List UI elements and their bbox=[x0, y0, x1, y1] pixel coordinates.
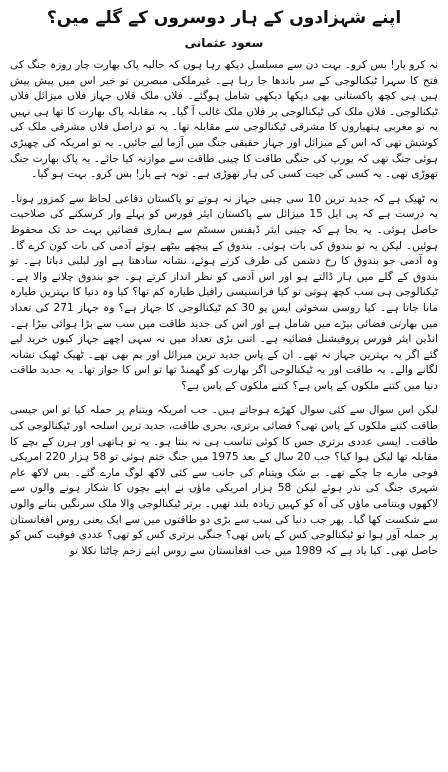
headline: اپنے شہزادوں کے ہار دوسروں کے گلے میں؟ bbox=[46, 8, 402, 28]
paragraph-2: یہ ٹھیک ہے کہ جدید ترین 10 سی چینی جہاز نہ ہوتے تو پاکستان دفاعی لحاظ سے کمزور ہوتا۔ یہ درست ہے کہ پی ایل 15 میزائل سے پاکستان ایئر فورس کو پہلے وار کرسکنے کی صلاحیت حاصل ہوئی۔ یہ بجا ہے کہ چینی ایئر ڈیفنس سسٹم سے ہماری فضائیں بہت حد تک محفوظ ہوئیں۔ لیکن یہ تو بندوق کی بات ہوئی۔ بندوق کے پیچھے بیٹھے ہوئے آدمی کی بات کون کرے گا۔ وہ آدمی جو بندوق کا رخ دشمن کی طرف کرتے ہوئے، نشانہ سادھتا ہے اور لبلبی دباتا ہے۔ تو بندوق کے گلے میں ہار ڈالتے ہو اور اس آدمی کو نظر انداز کرتے ہو۔ جو بندوق چلانے والا ہے۔ ٹیکنالوجی ہی سب کچھ ہوتی تو کیا فرانسیسی رافیل طیارہ کم تھا؟ کیا وہ دنیا کا بہترین طیارہ مانا جاتا ہے۔ کیا روسی سخوئی ایس یو 30 کم ٹیکنالوجی کا جہاز ہے؟ وہ جہاز 271 کی تعداد میں بھارتی فضائی بیڑے میں شامل ہے اور اس کی جدید طاقت میں سب سے بڑا ہوائی بیڑا ہے۔ انڈین ایئر فورس پروفیشنل فضائیہ ہے۔ اتنی بڑی تعداد میں نہ سہی اچھے جہاز کیوں خرید لیے گئے اگر یہ بہترین جہاز نہ تھے۔ ان کے پاس جدید ترین میزائل اور بم بھی تھے۔ ٹھیک ٹھیک نشانہ لگانے والے۔ یہ طاقت اور یہ ٹیکنالوجی اگر بھارت کو گھمنڈ تھا تو اس کا جواز تھا۔ یہ جدید طاقت دنیا میں کتنے ملکوں کے پاس ہے؟ کتنے ملکوں کے پاس ہے؟ bbox=[10, 192, 438, 392]
paragraph-3: لیکن اس سوال سے کئی سوال کھڑے ہوجاتے ہیں۔ جب امریکہ ویتنام پر حملہ کیا تو اس جیسی طاقت کتنے ملکوں کے پاس تھی؟ فضائی برتری، بحری طاقت، جدید ترین اسلحہ اور ٹیکنالوجی کی طاقت۔ ایسی عددی برتری جس کا کوئی تناسب ہی نہ بنتا ہو۔ یہ تو ہاتھی اور ہرن کے بچے کا مقابلہ تھا لیکن ہوا کیا؟ جب 20 سال کے بعد 1975 میں جنگ ختم ہوئی تو 58 ہزار 220 امریکی فوجی مارے جا چکے تھے۔ بے شک ویتنام کی جانب سے کئی لاکھ لوگ مارے گئے۔ بس لاکھ عام شہری جنگ کی نذر ہوئے لیکن 58 ہزار امریکی ماؤں نے اپنے بچوں کا شکار ہونے والوں سے لاکھوں ویتنامی ماؤں کی آہ کو کہیں زیادہ بلند تھیں۔ برتر ٹیکنالوجی والا ملک سرنگیں بنانے والوں سے شکست کھا گیا۔ پھر جب دنیا کی سب سے بڑی دو طاقتوں میں سے ایک یعنی روس افغانستان پر حملہ آور ہوا تو ٹیکنالوجی کس کے پاس تھی؟ جنگی برتری کس کو تھی؟ عددی فوقیت کس کو حاصل تھی۔ کیا یاد ہے کہ 1989 میں جب افغانستان سے روس اپنے زخم چاٹتا نکلا تو bbox=[10, 404, 439, 557]
author-byline: سعود عثمانی bbox=[184, 36, 264, 50]
paragraph-1: نہ کرو یار! بس کرو۔ بہت دن سے مسلسل دیکھ رہا ہوں کہ حالیہ پاک بھارت چار روزہ جنگ کی فتح کا سہرا ٹیکنالوجی کے سر باندھا جا رہا ہے۔ غیرملکی مبصرین تو خیر اس میں پیش پیش ہیں ہی کچھ پاکستانی بھی دیکھا دیکھی شامل ہوگئے۔ فلاں ملک فلاں جہاز فلاں میزائل فلاں ٹیکنالوجی۔ فلاں ملک کی ٹیکنالوجی پر فلاں ملک غالب آ گیا۔ یہ مقابلہ پاک بھارت کا تھا ہی نہیں یہ تو مغربی ہتھیاروں کا مشرقی ٹیکنالوجی سے مقابلہ تھا۔ یہ تو دراصل فلاں مشرقی ملک کی کوشش تھی کہ اس کے میزائل اور جہاز حقیقی جنگ میں آزما لیے جائیں۔ یہ تو امریکہ کی چھیڑی ہوئی جنگ تھی کہ یورپ کی جنگی طاقت کا چینی طاقت سے موازنہ کیا جائے۔ یہ پاک بھارت جنگ تھوڑی تھی۔ یہ کسی کی جیت کسی کی ہار تھوڑی ہے۔ توبہ ہے یار! بس کرو۔ بہت ہو گیا۔ bbox=[10, 59, 438, 181]
article-body bbox=[10, 58, 438, 559]
